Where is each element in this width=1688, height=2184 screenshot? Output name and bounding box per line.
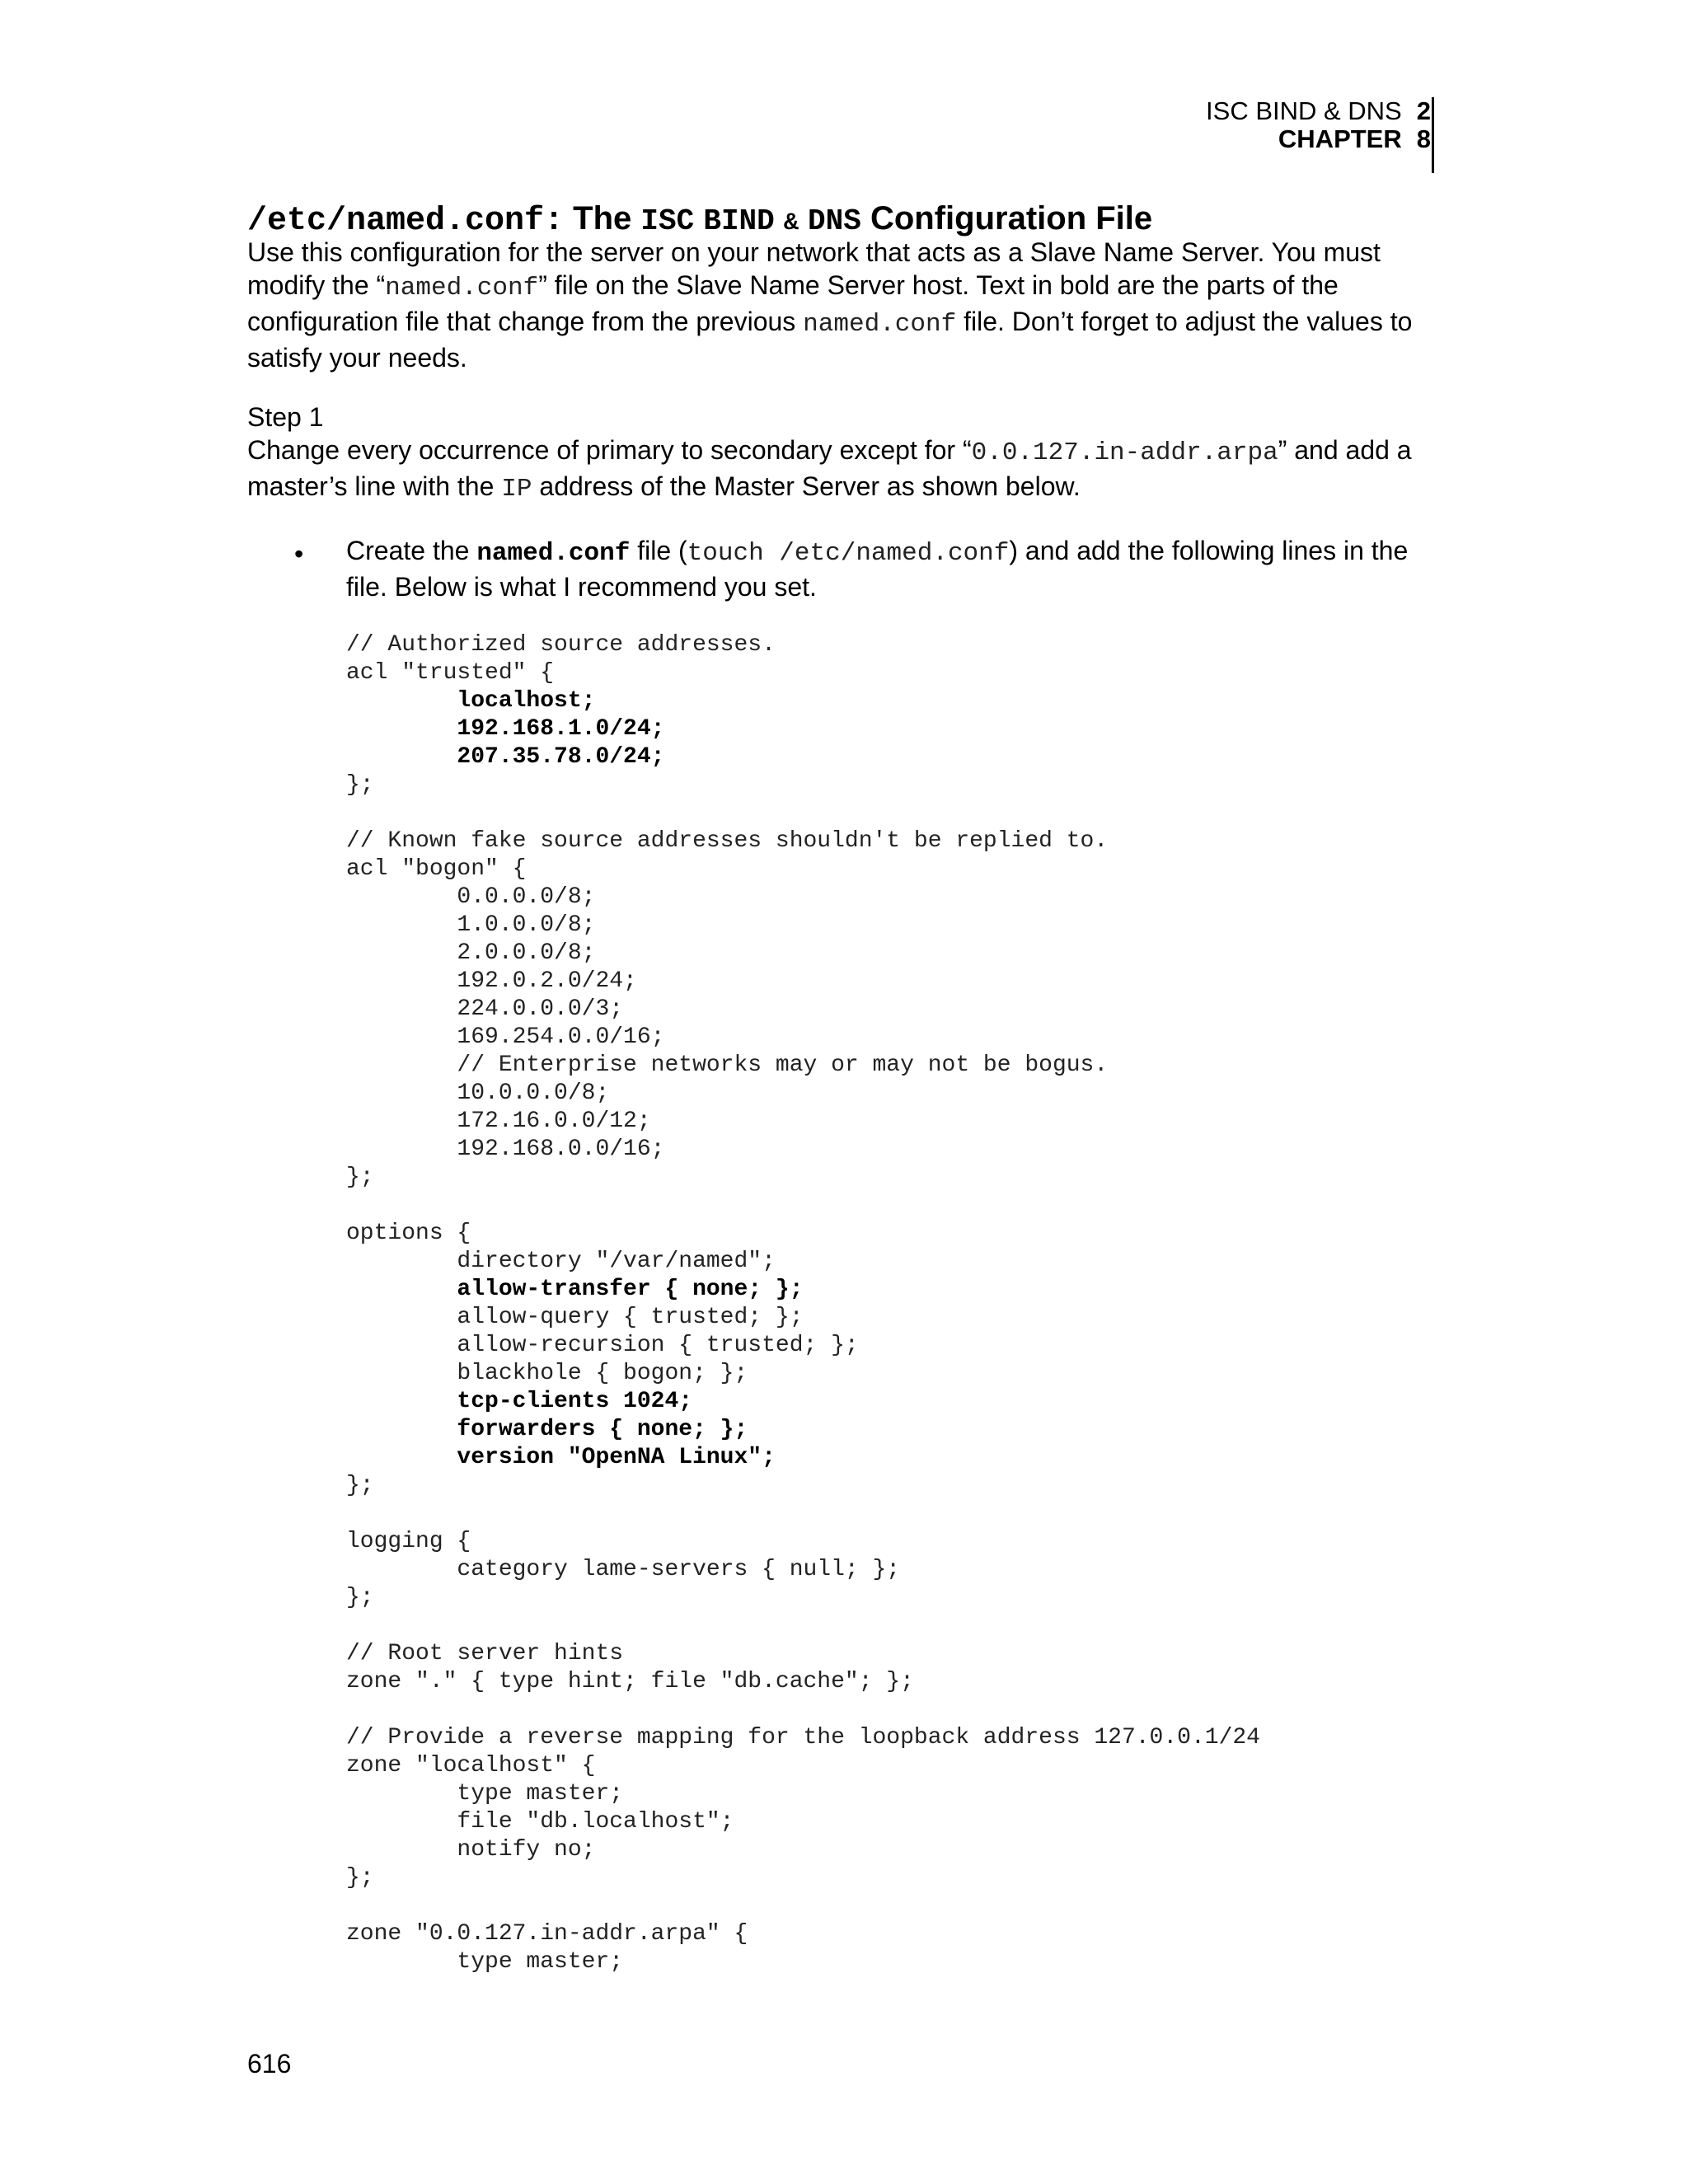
bullet-code-1: named.conf <box>476 539 631 568</box>
code-line <box>346 1892 1260 1920</box>
step-code-1: 0.0.127.in-addr.arpa <box>971 438 1278 467</box>
code-line: version "OpenNA Linux"; <box>346 1445 776 1470</box>
bullet-item <box>346 534 1442 603</box>
code-line: tcp-clients 1024; <box>346 1389 693 1414</box>
code-line: 172.16.0.0/12; <box>346 1108 651 1134</box>
code-line: logging { <box>346 1529 471 1554</box>
code-line: forwarders { none; }; <box>346 1417 748 1442</box>
code-line <box>346 799 1260 827</box>
step-paragraph <box>247 434 1442 506</box>
title-isc: ISC <box>640 204 695 238</box>
code-line: }; <box>346 772 374 798</box>
step-text-3: address of the Master Server as shown below. <box>532 471 1081 501</box>
running-header-line1 <box>1206 97 1431 125</box>
code-line <box>346 1612 1260 1640</box>
code-line: 192.168.1.0/24; <box>346 716 665 742</box>
intro-text-3: file. Don’t forget to adjust the values to satisfy your needs. <box>247 307 1413 373</box>
running-header-part-number: 2 <box>1416 96 1431 125</box>
code-line: acl "trusted" { <box>346 660 555 686</box>
code-line: 10.0.0.0/8; <box>346 1080 610 1106</box>
code-line: blackhole { bogon; }; <box>346 1361 748 1386</box>
bullet-text-2: file ( <box>630 536 687 565</box>
code-line: options { <box>346 1221 471 1246</box>
code-line: zone "localhost" { <box>346 1753 596 1779</box>
code-line: 1.0.0.0/8; <box>346 912 596 938</box>
code-line: // Root server hints <box>346 1641 624 1666</box>
code-line: category lame-servers { null; }; <box>346 1557 901 1582</box>
step-text-1: Change every occurrence of primary to secondary except for “ <box>247 435 972 465</box>
code-line: allow-transfer { none; }; <box>346 1277 804 1302</box>
title-ampersand: & <box>783 209 799 237</box>
config-code-block <box>346 631 1260 1976</box>
running-header-chapter-number: 8 <box>1416 124 1431 153</box>
code-line: allow-recursion { trusted; }; <box>346 1333 859 1358</box>
bullet-text-3: ) and add the following lines in the file. Below is what I recommend you set. <box>346 536 1409 602</box>
code-line: 169.254.0.0/16; <box>346 1024 665 1050</box>
code-line: zone "0.0.127.in-addr.arpa" { <box>346 1921 748 1947</box>
title-dns: DNS <box>808 204 861 238</box>
running-header-divider <box>1432 97 1434 173</box>
code-line: directory "/var/named"; <box>346 1249 776 1274</box>
code-line: notify no; <box>346 1837 596 1863</box>
code-line <box>346 1500 1260 1528</box>
step-code-2: IP <box>501 475 532 504</box>
code-line: // Enterprise networks may or may not be bogus. <box>346 1052 1109 1078</box>
code-line: zone "." { type hint; file "db.cache"; }; <box>346 1669 914 1694</box>
title-filename: /etc/named.conf: <box>247 203 565 240</box>
code-line: 192.168.0.0/16; <box>346 1137 665 1162</box>
running-header-chapter-label: CHAPTER <box>1278 124 1402 153</box>
bullet-text-1: Create the <box>346 536 477 565</box>
code-line: acl "bogon" { <box>346 856 527 882</box>
code-line: 0.0.0.0/8; <box>346 884 596 910</box>
code-line: type master; <box>346 1781 624 1807</box>
intro-code-2: named.conf <box>803 310 957 339</box>
step-text-2: ” and add a master’s line with the <box>247 435 1412 501</box>
code-line: localhost; <box>346 688 596 714</box>
code-line: 2.0.0.0/8; <box>346 940 596 966</box>
title-rest: Configuration File <box>860 200 1153 237</box>
bullet-code-2: touch /etc/named.conf <box>687 539 1010 568</box>
running-header <box>1206 97 1431 153</box>
code-line: file "db.localhost"; <box>346 1809 734 1835</box>
code-line: }; <box>346 1865 374 1891</box>
code-line: }; <box>346 1585 374 1610</box>
code-line: allow-query { trusted; }; <box>346 1305 804 1330</box>
code-line: 224.0.0.0/3; <box>346 996 624 1022</box>
code-line: // Provide a reverse mapping for the loopback address 127.0.0.1/24 <box>346 1725 1260 1750</box>
title-the: The <box>564 200 641 237</box>
code-line: 207.35.78.0/24; <box>346 744 665 770</box>
bullet-icon: • <box>294 539 304 569</box>
code-line: type master; <box>346 1949 624 1975</box>
running-header-book-title: ISC BIND & DNS <box>1206 96 1402 125</box>
code-line: }; <box>346 1473 374 1498</box>
code-line: // Authorized source addresses. <box>346 632 776 658</box>
code-line <box>346 1696 1260 1724</box>
intro-paragraph <box>247 236 1442 374</box>
step-heading: Step 1 <box>247 402 324 432</box>
code-line: }; <box>346 1165 374 1190</box>
title-bind: BIND <box>703 204 775 238</box>
intro-text-2: ” file on the Slave Name Server host. Text in bold are the parts of the configuration file that change from the previous <box>247 270 1339 336</box>
page-number: 616 <box>247 2049 292 2079</box>
code-line: 192.0.2.0/24; <box>346 968 637 994</box>
code-line: // Known fake source addresses shouldn't be replied to. <box>346 828 1109 854</box>
running-header-line2 <box>1206 125 1431 153</box>
intro-code-1: named.conf <box>385 274 539 302</box>
intro-text-1: Use this configuration for the server on your network that acts as a Slave Name Server. You must modify the “ <box>247 237 1381 300</box>
code-line <box>346 1192 1260 1220</box>
